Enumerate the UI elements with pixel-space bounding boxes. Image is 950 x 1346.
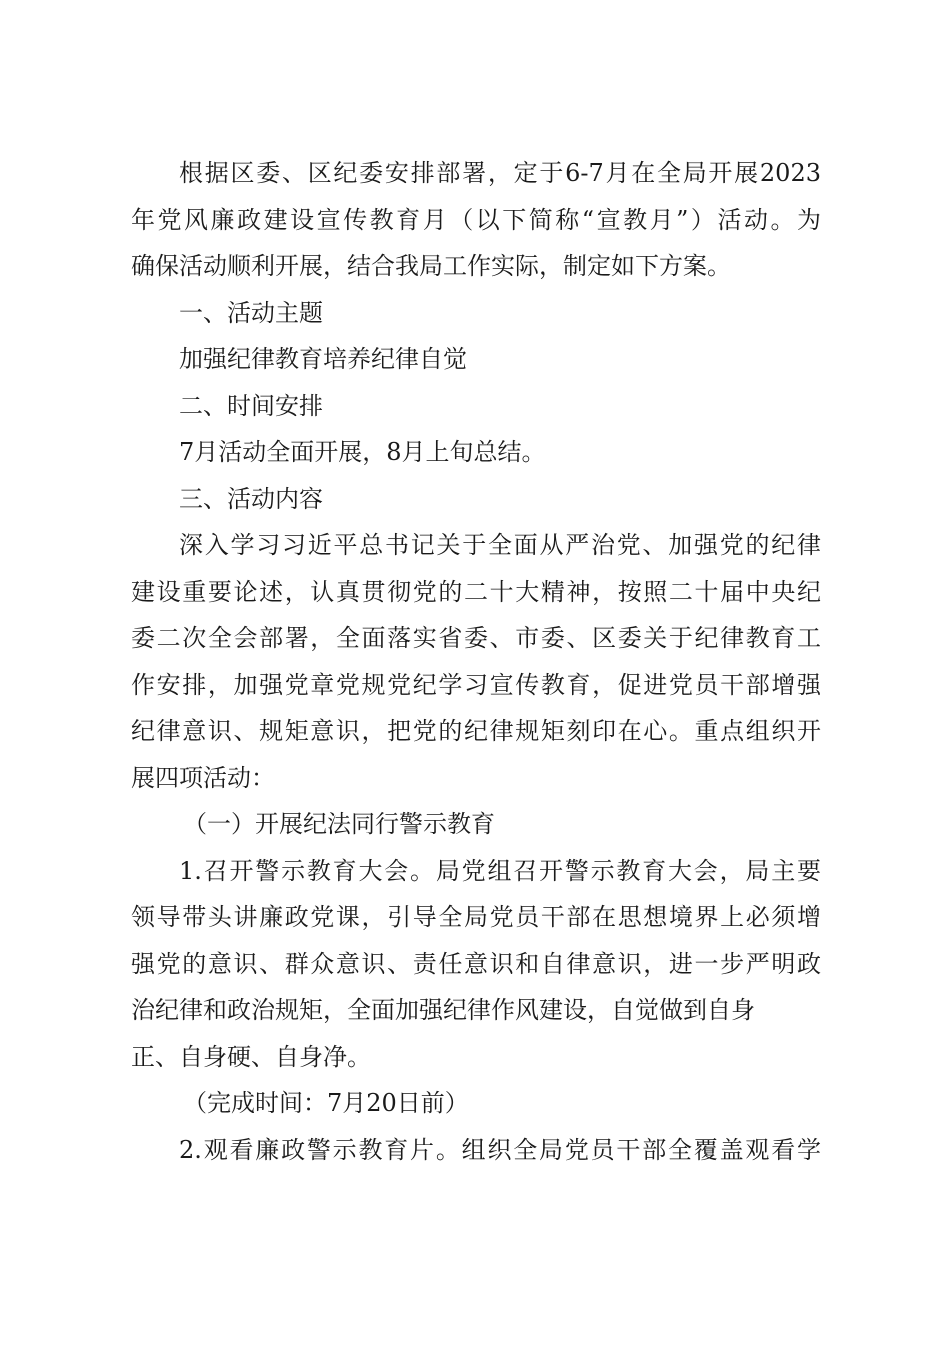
content-line-2: 建设重要论述，认真贯彻党的二十大精神，按照二十届中央纪 xyxy=(131,577,821,606)
item1-line-4: 治纪律和政治规矩，全面加强纪律作风建设，自觉做到自身 xyxy=(131,996,755,1024)
section-body-theme: 加强纪律教育培养纪律自觉 xyxy=(179,345,467,373)
content-line-3: 委二次全会部署，全面落实省委、市委、区委关于纪律教育工 xyxy=(131,624,821,652)
content-line-5: 纪律意识、规矩意识，把党的纪律规矩刻印在心。重点组织开 xyxy=(131,717,821,745)
intro-line-1: 根据区委、区纪委安排部署，定于6-7月在全局开展2023 xyxy=(179,159,821,187)
item1-line-1: 1.召开警示教育大会。局党组召开警示教育大会，局主要 xyxy=(179,856,821,885)
section-heading-schedule: 二、时间安排 xyxy=(179,391,323,420)
content-line-1: 深入学习习近平总书记关于全面从严治党、加强党的纪律 xyxy=(179,531,821,559)
item1-line-3: 强党的意识、群众意识、责任意识和自律意识，进一步严明政 xyxy=(131,949,821,978)
section-heading-content: 三、活动内容 xyxy=(179,484,323,513)
content-line-6: 展四项活动： xyxy=(131,763,275,792)
item1-line-5: 正、自身硬、自身净。 xyxy=(131,1042,371,1071)
item1-line-2: 领导带头讲廉政党课，引导全局党员干部在思想境界上必须增 xyxy=(131,903,821,931)
intro-line-3: 确保活动顺利开展，结合我局工作实际，制定如下方案。 xyxy=(131,252,731,280)
subsection-heading-warning-education: （一）开展纪法同行警示教育 xyxy=(183,810,495,838)
content-line-4: 作安排，加强党章党规党纪学习宣传教育，促进党员干部增强 xyxy=(131,670,821,699)
section-heading-theme: 一、活动主题 xyxy=(179,298,323,327)
item2-line-1: 2.观看廉政警示教育片。组织全局党员干部全覆盖观看学 xyxy=(179,1135,821,1164)
intro-line-2: 年党风廉政建设宣传教育月（以下简称“宣教月”）活动。为 xyxy=(131,205,821,234)
section-body-schedule: 7月活动全面开展，8月上旬总结。 xyxy=(179,438,546,466)
document-body xyxy=(131,150,821,1173)
item1-deadline: （完成时间：7月20日前） xyxy=(183,1089,469,1117)
